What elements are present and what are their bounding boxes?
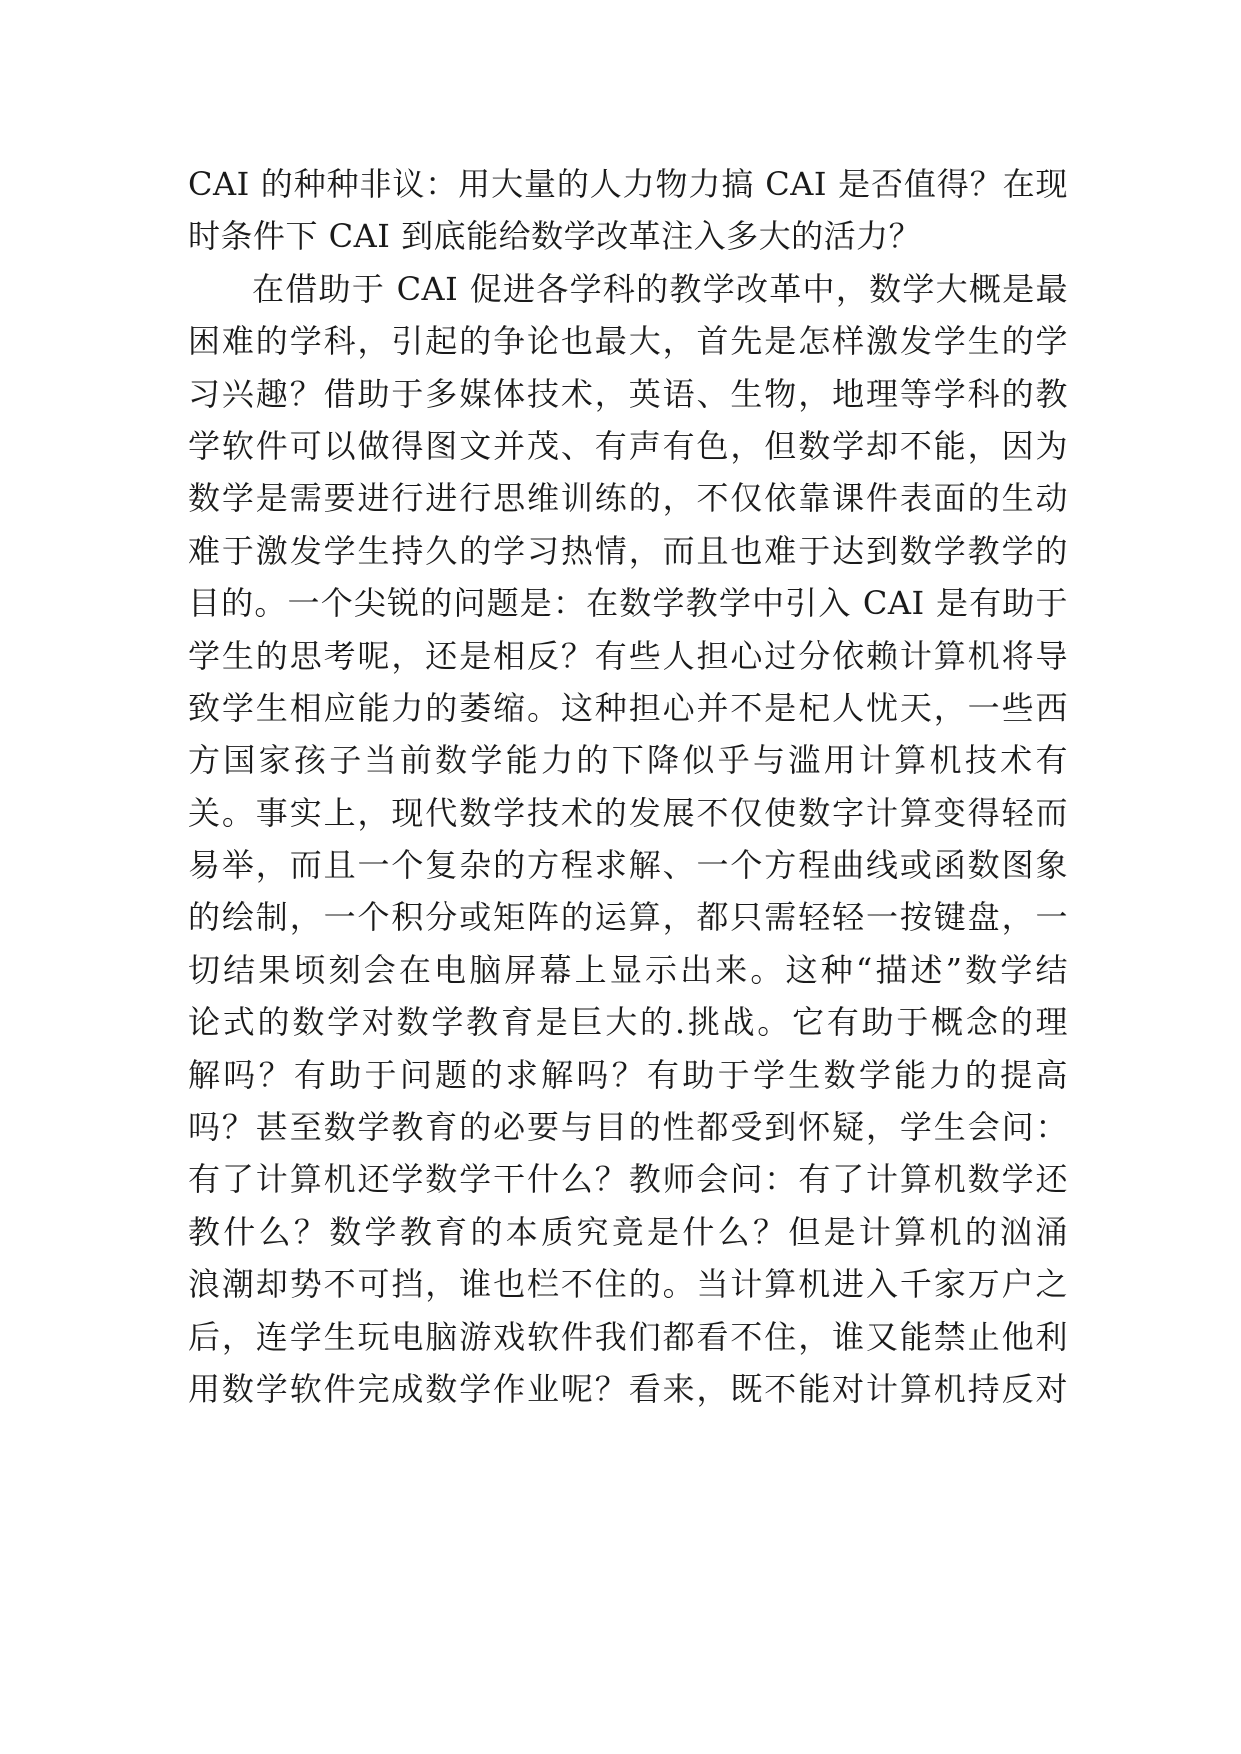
text-line: 易举，而且一个复杂的方程求解、一个方程曲线或函数图象	[188, 846, 1068, 885]
text-line: 后，连学生玩电脑游戏软件我们都看不住，谁又能禁止他利	[188, 1317, 1068, 1356]
text-line: 的绘制，一个积分或矩阵的运算，都只需轻轻一按键盘，一	[188, 898, 1068, 937]
text-line: 时条件下 CAI 到底能给数学改革注入多大的活力？	[188, 217, 922, 256]
text-line: 解吗？有助于问题的求解吗？有助于学生数学能力的提高	[188, 1055, 1068, 1094]
text-line: 有了计算机还学数学干什么？教师会问：有了计算机数学还	[188, 1160, 1068, 1199]
text-line: 习兴趣？借助于多媒体技术，英语、生物，地理等学科的教	[188, 374, 1068, 413]
text-line: 教什么？数学教育的本质究竟是什么？但是计算机的汹涌	[188, 1212, 1068, 1251]
text-line: 学生的思考呢，还是相反？有些人担心过分依赖计算机将导	[188, 636, 1068, 675]
body-text	[188, 158, 1068, 1415]
text-line: 学软件可以做得图文并茂、有声有色，但数学却不能，因为	[188, 426, 1068, 465]
text-line: CAI 的种种非议：用大量的人力物力搞 CAI 是否值得？在现	[188, 165, 1068, 203]
text-line: 在借助于 CAI 促进各学科的教学改革中，数学大概是最	[252, 269, 1068, 308]
text-line: 论式的数学对数学教育是巨大的.挑战。它有助于概念的理	[188, 1003, 1068, 1042]
text-line: 数学是需要进行进行思维训练的，不仅依靠课件表面的生动	[188, 479, 1068, 518]
text-line: 浪潮却势不可挡，谁也栏不住的。当计算机进入千家万户之	[188, 1265, 1068, 1304]
text-line: 方国家孩子当前数学能力的下降似乎与滥用计算机技术有	[188, 741, 1068, 780]
text-line: 难于激发学生持久的学习热情，而且也难于达到数学教学的	[188, 531, 1068, 570]
text-line: 切结果顷刻会在电脑屏幕上显示出来。这种“描述”数学结	[188, 950, 1068, 989]
text-line: 用数学软件完成数学作业呢？看来，既不能对计算机持反对	[188, 1369, 1068, 1408]
text-line: 关。事实上，现代数学技术的发展不仅使数字计算变得轻而	[188, 793, 1068, 832]
text-line: 困难的学科，引起的争论也最大，首先是怎样激发学生的学	[188, 322, 1068, 361]
text-line: 致学生相应能力的萎缩。这种担心并不是杞人忧天，一些西	[188, 688, 1068, 727]
text-line: 吗？甚至数学教育的必要与目的性都受到怀疑，学生会问：	[188, 1108, 1068, 1147]
text-line: 目的。一个尖锐的问题是：在数学教学中引入 CAI 是有助于	[188, 584, 1068, 623]
